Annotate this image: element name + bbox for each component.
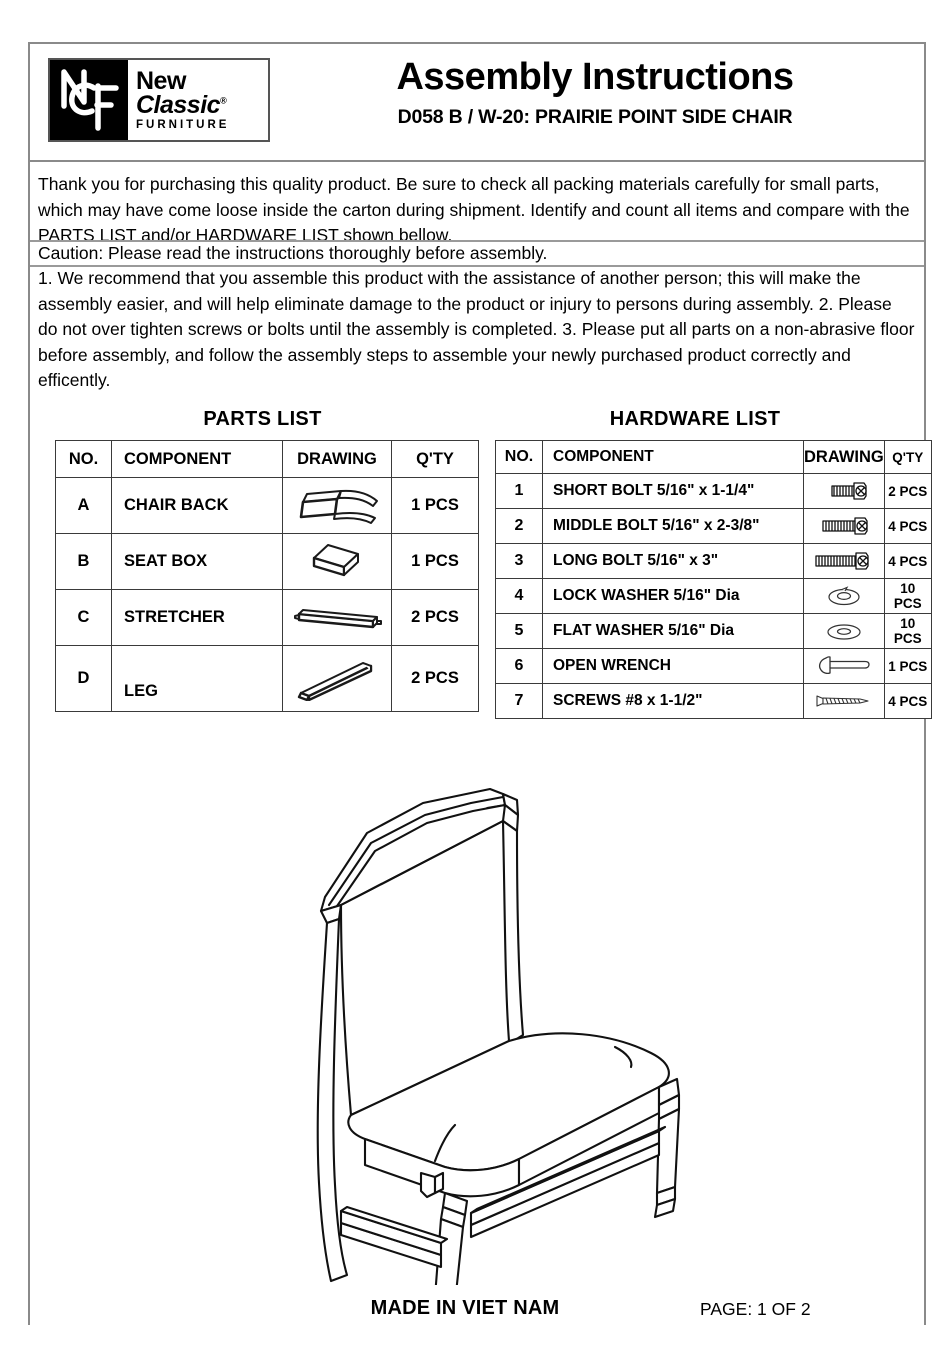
- made-in-label: MADE IN VIET NAM: [370, 1297, 560, 1319]
- hw-qty: 1 PCS: [884, 649, 931, 684]
- table-row: [496, 544, 932, 579]
- brand-wordmark: [128, 60, 268, 140]
- hw-component: SCREWS #8 x 1-1/2": [543, 684, 804, 719]
- logo-line-classic: Classic®: [136, 90, 227, 119]
- logo-line-new: New: [136, 66, 186, 95]
- hw-component: LOCK WASHER 5/16" Dia: [543, 579, 804, 614]
- table-row: [496, 474, 932, 509]
- hw-qty: 10 PCS: [884, 579, 931, 614]
- part-qty: 2 PCS: [392, 646, 479, 712]
- parts-col-drawing: DRAWING: [283, 441, 392, 478]
- lock-washer-icon: [804, 579, 885, 614]
- hw-component: SHORT BOLT 5/16" x 1-1/4": [543, 474, 804, 509]
- hw-qty: 4 PCS: [884, 684, 931, 719]
- parts-col-component: COMPONENT: [112, 441, 283, 478]
- middle-bolt-icon: [804, 509, 885, 544]
- part-no: C: [56, 590, 112, 646]
- product-model-title: D058 B / W-20: PRAIRIE POINT SIDE CHAIR: [397, 106, 793, 128]
- parts-col-no: NO.: [56, 441, 112, 478]
- hardware-list-table: [495, 440, 932, 719]
- parts-col-qty: Q'TY: [392, 441, 479, 478]
- document-header: [30, 44, 924, 162]
- hw-no: 7: [496, 684, 543, 719]
- part-qty: 1 PCS: [392, 478, 479, 534]
- brand-logo: [48, 58, 270, 142]
- part-qty: 2 PCS: [392, 590, 479, 646]
- wrench-icon: [804, 649, 885, 684]
- assembly-notes: 1. We recommend that you assemble this product with the assistance of another person; this will make the assembly easier, and will help eliminate damage to the product or injury to persons during assembly. 2. Please do not over tighten screws or bolts until the assembly is completed. 3. Please put all parts on a non-abrasive floor before assembly, and follow the assembly steps to assemble your newly purchased product correctly and efficently.: [38, 268, 915, 390]
- logo-line-furniture: FURNITURE: [136, 118, 230, 131]
- hw-col-component: COMPONENT: [543, 441, 804, 474]
- table-header-row: [56, 441, 479, 478]
- hw-component: FLAT WASHER 5/16" Dia: [543, 614, 804, 649]
- hw-qty: 4 PCS: [884, 509, 931, 544]
- table-row: [56, 534, 479, 590]
- hw-no: 1: [496, 474, 543, 509]
- table-row: [496, 614, 932, 649]
- stretcher-icon: [283, 590, 392, 646]
- part-component: CHAIR BACK: [112, 478, 283, 534]
- assembled-side-chair-diagram: [255, 715, 715, 1285]
- part-component: SEAT BOX: [112, 534, 283, 590]
- short-bolt-icon: [804, 474, 885, 509]
- long-bolt-icon: [804, 544, 885, 579]
- hw-no: 2: [496, 509, 543, 544]
- page-title: Assembly Instructions: [396, 56, 794, 98]
- chair-back-icon: [283, 478, 392, 534]
- caution-text: Caution: Please read the instructions thoroughly before assembly.: [38, 243, 548, 263]
- hw-no: 5: [496, 614, 543, 649]
- parts-list-table: [55, 440, 479, 712]
- screw-icon: [804, 684, 885, 719]
- table-row: [496, 509, 932, 544]
- hw-qty: 10 PCS: [884, 614, 931, 649]
- table-row: [56, 590, 479, 646]
- leg-icon: [283, 646, 392, 712]
- hw-component: MIDDLE BOLT 5/16" x 2-3/8": [543, 509, 804, 544]
- part-qty: 1 PCS: [392, 534, 479, 590]
- hw-col-drawing: DRAWING: [804, 441, 885, 474]
- flat-washer-icon: [804, 614, 885, 649]
- table-row: [56, 478, 479, 534]
- hardware-list-title: HARDWARE LIST: [609, 408, 781, 430]
- hw-no: 4: [496, 579, 543, 614]
- ncf-monogram-icon: [50, 60, 128, 140]
- table-row: [496, 649, 932, 684]
- hw-col-qty: Q'TY: [884, 441, 931, 474]
- hw-qty: 4 PCS: [884, 544, 931, 579]
- part-no: D: [56, 646, 112, 712]
- table-row: [496, 684, 932, 719]
- page-number-label: PAGE: 1 OF 2: [700, 1299, 811, 1319]
- hw-no: 6: [496, 649, 543, 684]
- hw-no: 3: [496, 544, 543, 579]
- table-row: [496, 579, 932, 614]
- seat-box-icon: [283, 534, 392, 590]
- parts-list-title: PARTS LIST: [203, 408, 322, 430]
- table-header-row: [496, 441, 932, 474]
- hw-qty: 2 PCS: [884, 474, 931, 509]
- part-component: STRETCHER: [112, 590, 283, 646]
- table-row: [56, 646, 479, 712]
- intro-paragraph: Thank you for purchasing this quality product. Be sure to check all packing materials carefully for small parts, which may have come loose inside the carton during shipment. Identify and count all items and compare with the PARTS LIST and/or HARDWARE LIST shown bellow.: [38, 174, 910, 245]
- hw-component: OPEN WRENCH: [543, 649, 804, 684]
- hw-col-no: NO.: [496, 441, 543, 474]
- part-no: A: [56, 478, 112, 534]
- part-no: B: [56, 534, 112, 590]
- hw-component: LONG BOLT 5/16" x 3": [543, 544, 804, 579]
- part-component: LEG: [112, 646, 283, 712]
